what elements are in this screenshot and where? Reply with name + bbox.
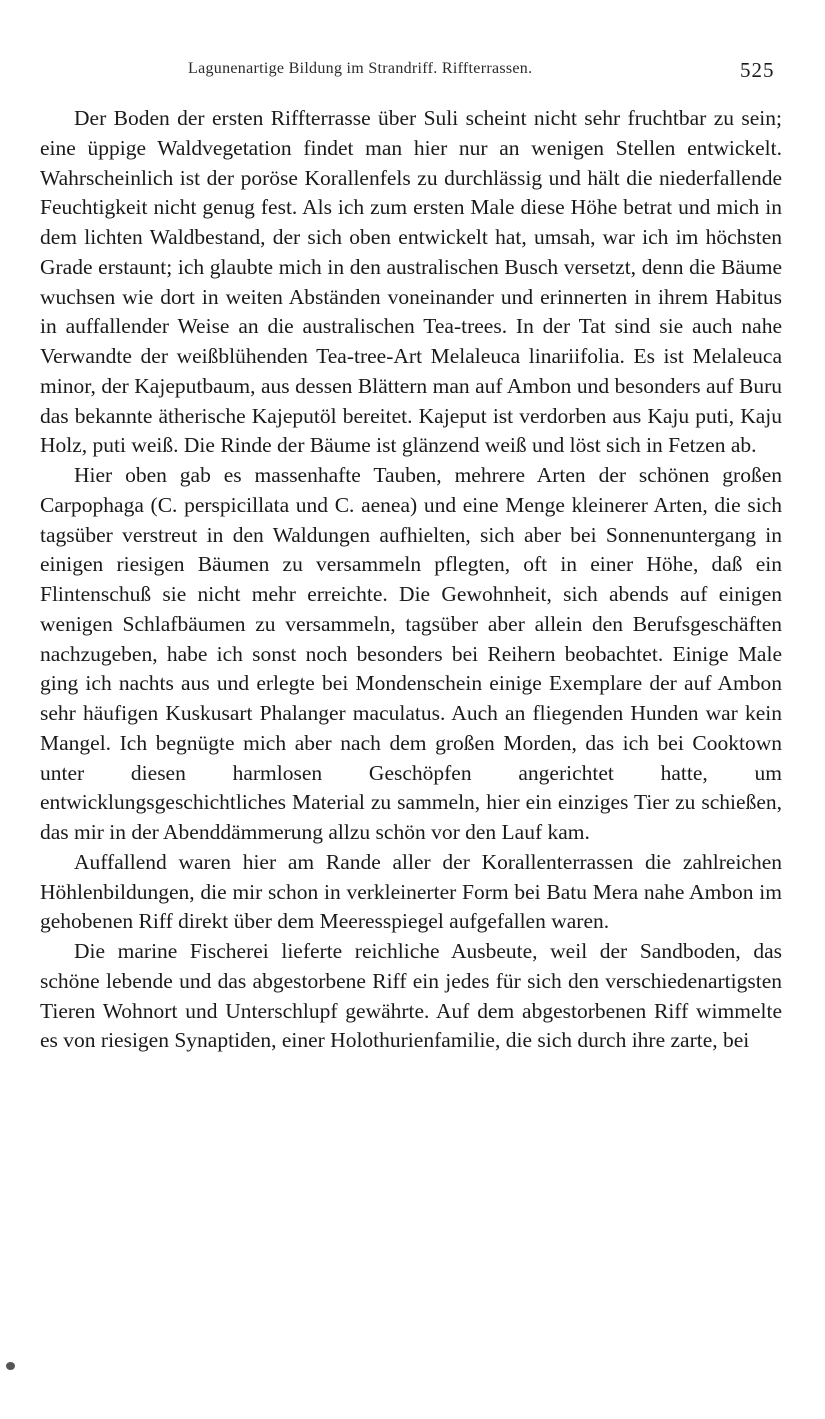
- paragraph: Der Boden der ersten Riffterrasse über Suli scheint nicht sehr fruchtbar zu sein; eine üppige Waldvegetation findet man hier nur an wenigen Stellen entwickelt. Wahrscheinlich ist der poröse Korallenfels zu durchlässig und hält die niederfallende Feuchtigkeit nicht genug fest. Als ich zum ersten Male diese Höhe betrat und mich in dem lichten Waldbestand, der sich oben entwickelt hat, umsah, war ich im höchsten Grade erstaunt; ich glaubte mich in den australischen Busch versetzt, denn die Bäume wuchsen wie dort in weiten Abständen voneinander und erinnerten in ihrem Habitus in auffallender Weise an die australischen Tea-trees. In der Tat sind sie auch nahe Verwandte der weißblühenden Tea-tree-Art Melaleuca linariifolia. Es ist Melaleuca minor, der Kajeputbaum, aus dessen Blättern man auf Ambon und besonders auf Buru das bekannte ätherische Kajeputöl bereitet. Kajeput ist verdorben aus Kaju puti, Kaju Holz, puti weiß. Die Rinde der Bäume ist glänzend weiß und löst sich in Fetzen ab.: [40, 106, 782, 458]
- running-title: Lagunenartige Bildung im Strandriff. Riffterrassen.: [188, 60, 533, 77]
- body-text: [40, 104, 782, 1056]
- running-head: [0, 56, 825, 86]
- paragraph: Hier oben gab es massenhafte Tauben, mehrere Arten der schönen großen Carpophaga (C. perspicillata und C. aenea) und eine Menge kleinerer Arten, die sich tagsüber verstreut in den Waldungen aufhielten, sich aber bei Sonnenuntergang in einigen riesigen Bäumen zu versammeln pflegten, oft in einer Höhe, daß ein Flintenschuß sie nicht mehr erreichte. Die Gewohnheit, sich abends auf einigen wenigen Schlafbäumen zu versammeln, tagsüber aber allein den Berufsgeschäften nachzugeben, habe ich sonst noch besonders bei Reihern beobachtet. Einige Male ging ich nachts aus und erlegte bei Mondenschein einige Exemplare der auf Ambon sehr häufigen Kuskusart Phalanger maculatus. Auch an fliegenden Hunden war kein Mangel. Ich begnügte mich aber nach dem großen Morden, das ich bei Cooktown unter diesen harmlosen Geschöpfen angerichtet hatte, um entwicklungsgeschichtliches Material zu sammeln, hier ein einziges Tier zu schießen, das mir in der Abenddämmerung allzu schön vor den Lauf kam.: [40, 463, 782, 844]
- page-number: 525: [740, 58, 775, 82]
- paragraph: Auffallend waren hier am Rande aller der Korallenterrassen die zahlreichen Höhlenbildungen, die mir schon in verkleinerter Form bei Batu Mera nahe Ambon im gehobenen Riff direkt über dem Meeresspiegel aufgefallen waren.: [40, 849, 782, 934]
- ink-speck: [6, 1362, 15, 1370]
- paragraph: Die marine Fischerei lieferte reichliche Ausbeute, weil der Sandboden, das schöne lebende und das abgestorbene Riff ein jedes für sich den verschiedenartigsten Tieren Wohnort und Unterschlupf gewährte. Auf dem abgestorbenen Riff wimmelte es von riesigen Synaptiden, einer Holothurienfamilie, die sich durch ihre zarte, bei: [40, 939, 782, 1053]
